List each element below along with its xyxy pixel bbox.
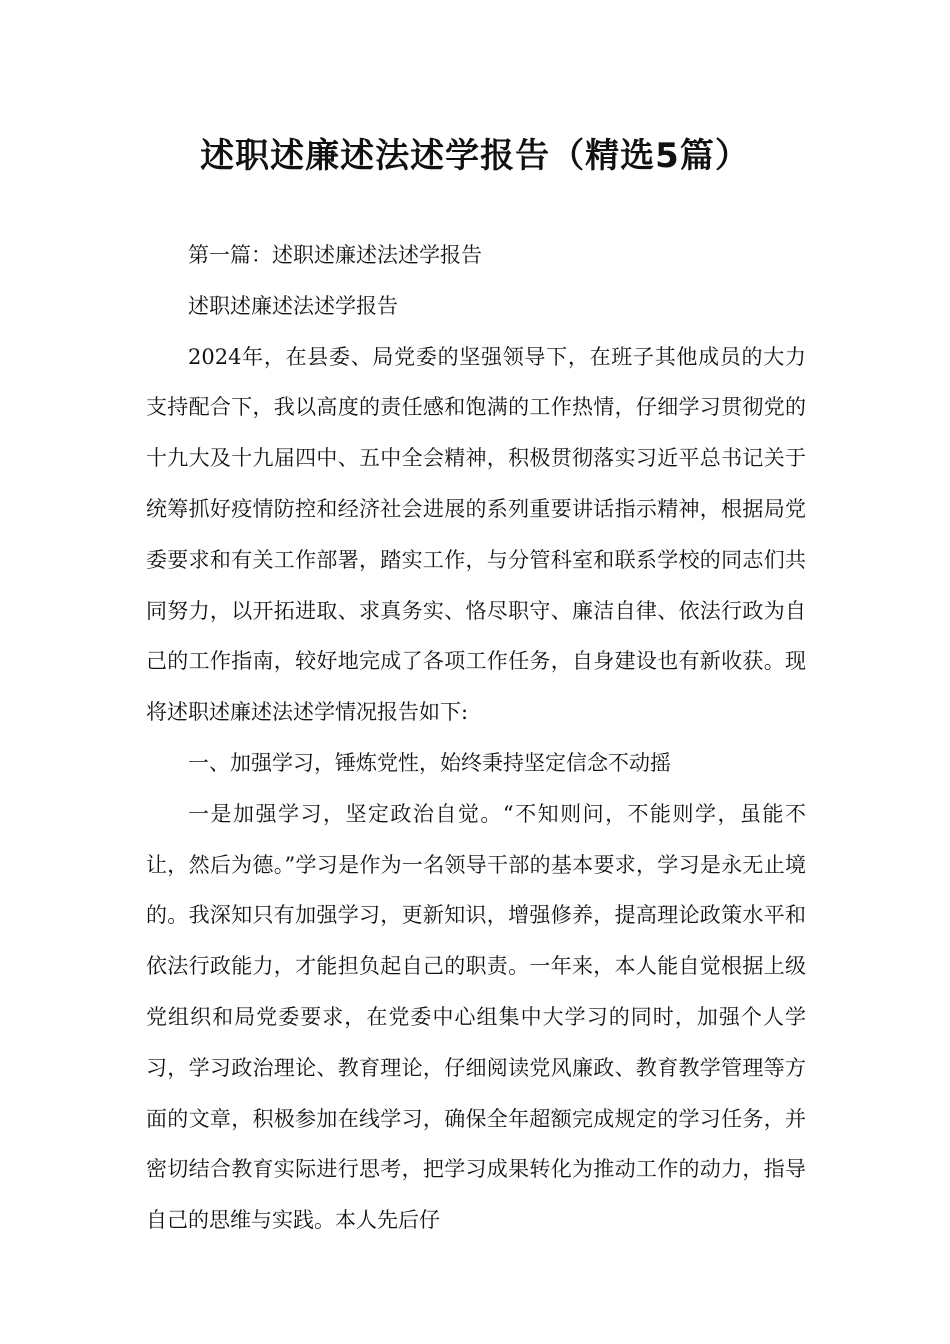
document-title: 述职述廉述法述学报告（精选5篇） [200, 136, 750, 176]
intro-paragraph: 2024年，在县委、局党委的坚强领导下，在班子其他成员的大力支持配合下，我以高度的责任感和饱满的工作热情，仔细学习贯彻党的十九大及十九届四中、五中全会精神，积极贯彻落实习近平总书记关于统筹抓好疫情防控和经济社会进展的系列重要讲话指示精神，根据局党委要求和有关工作部署，踏实工作，与分管科室和联系学校的同志们共同努力，以开拓进取、求真务实、恪尽职守、廉洁自律、依法行政为自己的工作指南，较好地完成了各项工作任务，自身建设也有新收获。现将述职述廉述法述学情况报告如下: [146, 344, 806, 725]
report-subtitle: 述职述廉述法述学报告 [188, 293, 398, 318]
body-paragraph-study: 一是加强学习，坚定政治自觉。“不知则问，不能则学，虽能不让，然后为德。”学习是作为一名领导干部的基本要求，学习是永无止境的。我深知只有加强学习，更新知识，增强修养，提高理论政策水平和依法行政能力，才能担负起自己的职责。一年来，本人能自觉根据上级党组织和局党委要求，在党委中心组集中大学习的同时，加强个人学习，学习政治理论、教育理论，仔细阅读党风廉政、教育教学管理等方面的文章，积极参加在线学习，确保全年超额完成规定的学习任务，并密切结合教育实际进行思考，把学习成果转化为推动工作的动力，指导自己的思维与实践。本人先后仔 [146, 801, 806, 1233]
section-heading-part-one: 第一篇：述职述廉述法述学报告 [188, 243, 482, 267]
document-body [146, 230, 806, 1246]
section-heading-1: 一、加强学习，锤炼党性，始终秉持坚定信念不动摇 [188, 750, 671, 775]
